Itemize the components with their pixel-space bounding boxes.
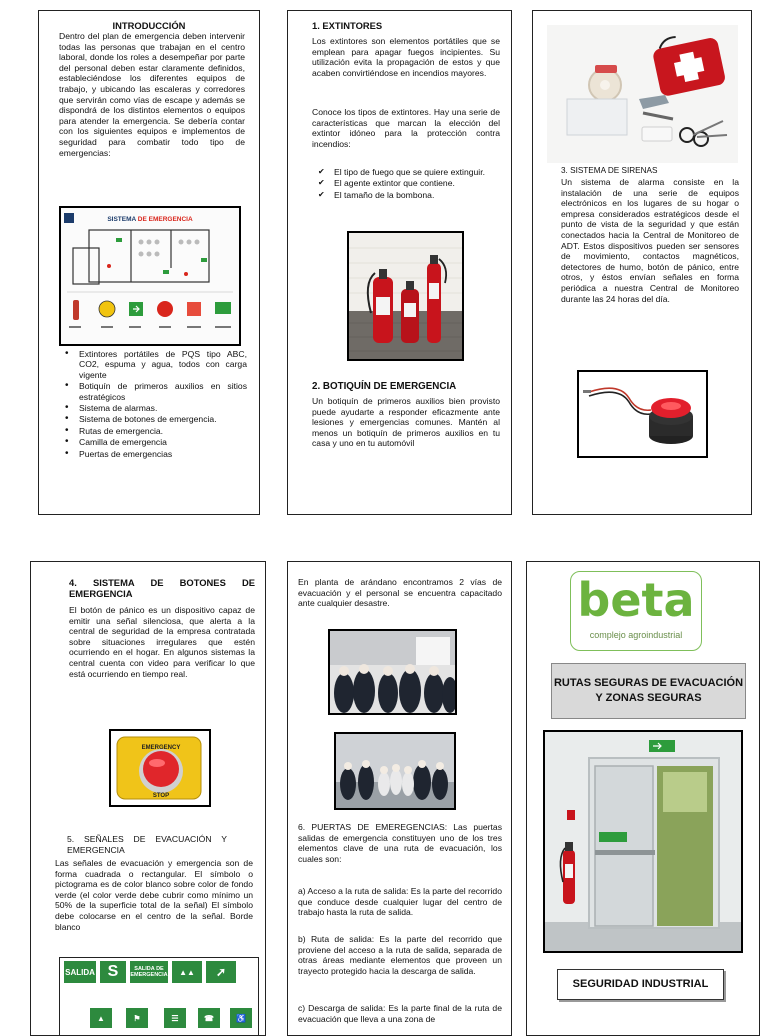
- botones-heading: 4. SISTEMA DE BOTONES DE EMERGENCIA: [69, 577, 255, 599]
- sign-row2-5: ♿: [230, 1008, 252, 1028]
- emergency-map-image: [59, 206, 241, 346]
- sign-people: ▲▲: [172, 961, 202, 983]
- panel-botones: [30, 561, 266, 1036]
- puertas-heading: 6. PUERTAS DE EMEREGENCIAS:: [298, 822, 448, 832]
- senales-heading: 5. SEÑALES DE EVACUACIÓN Y EMERGENCIA: [67, 834, 227, 855]
- senales-text: Las señales de evacuación y emergencia son de forma cuadrada o rectangular. El símbolo o pictograma es de color blanco sobre color de fondo verde (el color verde debe cubrir como mínimo un 50% de la superficie total de la señal) El símbolo debe colocarse en el centro de la señal. Borde blanco: [55, 858, 253, 932]
- list-item: • Rutas de emergencia.: [57, 426, 247, 436]
- panel-introduccion: [38, 10, 260, 515]
- list-item: • Sistema de alarmas.: [57, 403, 247, 413]
- siren-image: [577, 370, 708, 458]
- list-item: • Sistema de botones de emergencia.: [57, 414, 247, 424]
- sign-row2-3: ☰: [164, 1008, 186, 1028]
- equipment-list: [57, 349, 247, 460]
- extintores-heading: 1. EXTINTORES: [312, 20, 383, 31]
- sign-running-man: ➚: [206, 961, 236, 983]
- puertas-heading-text: [298, 822, 502, 864]
- panel-portada: [526, 561, 760, 1036]
- item-c: c) Descarga de salida: Es la parte final de la ruta de evacuación que lleva a una zona de: [298, 1003, 502, 1024]
- evacuation-signs-image: [59, 957, 259, 1036]
- map-title: SISTEMA DE EMERGENCIA: [107, 216, 193, 223]
- list-item: • Camilla de emergencia: [57, 437, 247, 447]
- extintores-checklist: [312, 167, 502, 201]
- sign-salida: SALIDA: [64, 961, 96, 983]
- brochure-title: RUTAS SEGURAS DE EVACUACIÓN Y ZONAS SEGURAS: [551, 663, 746, 719]
- extintores-text: Los extintores son elementos portátiles que se emplean para apagar fuegos incipientes. Su utilización evita la propagación de estos y que acaben convirtiéndose en incendios mayores.: [312, 36, 500, 78]
- botones-text: El botón de pánico es un dispositivo capaz de emitir una señal silenciosa, que alerta a la central de seguridad de la empresa contratada sobre situaciones irregulares que estén ocurriendo en el hogar. En algunos sistemas la central cuenta con video para verificar lo que está ocurriendo en tiempo real.: [69, 605, 255, 679]
- svg-text:STOP: STOP: [152, 793, 170, 799]
- svg-text:EMERGENCY: EMERGENCY: [141, 745, 181, 751]
- sign-row2-1: ▲: [90, 1008, 112, 1028]
- list-item: ✔ El tipo de fuego que se quiere extinguir.: [312, 167, 502, 177]
- list-item: • Botiquín de primeros auxilios en sitios estratégicos: [57, 381, 247, 402]
- logo-subtitle: complejo agroindustrial: [589, 630, 683, 640]
- panel-puertas: [287, 561, 512, 1036]
- botiquin-heading: 2. BOTIQUÍN DE EMERGENCIA: [312, 381, 457, 392]
- list-item: • Extintores portátiles de PQS tipo ABC, CO2, espuma y agua, todos con carga vigente: [57, 349, 247, 380]
- sign-s: S: [100, 961, 126, 983]
- training-photo-1: [328, 629, 457, 715]
- sign-salida-emergencia: SALIDA DE EMERGENCIA: [130, 961, 168, 983]
- emergency-button-image: [109, 729, 211, 807]
- logo-text: beta: [577, 573, 695, 627]
- sign-row2-4: ☎: [198, 1008, 220, 1028]
- arandano-text: En planta de arándano encontramos 2 vías de evacuación y el personal se encuentra capacitado ante cualquier desastre.: [298, 577, 502, 609]
- botiquin-text: Un botiquín de primeros auxilios bien provisto puede ayudarte a responder eficazmente ante lesiones y emergencias comunes. Mantén al menos un botiquín de primeros auxilios en tu casa y uno en tu automóvil: [312, 396, 500, 449]
- brochure-footer: SEGURIDAD INDUSTRIAL: [557, 969, 724, 1000]
- sign-row2-2: ⚑: [126, 1008, 148, 1028]
- extinguishers-image: [347, 231, 464, 361]
- first-aid-kit-image: [547, 25, 738, 163]
- puertas-text: Las puertas salidas de emergencia constituyen uno de los tres elementos clave de una ruta de evacuación, los cuales son:: [298, 822, 502, 864]
- intro-title: INTRODUCCIÓN: [112, 20, 186, 31]
- list-item: ✔ El agente extintor que contiene.: [312, 178, 502, 188]
- emergency-door-image: [543, 730, 743, 953]
- training-photo-2: [334, 732, 456, 810]
- list-item: ✔ El tamaño de la bombona.: [312, 190, 502, 200]
- panel-extintores: [287, 10, 512, 515]
- item-a: a) Acceso a la ruta de salida: Es la parte del recorrido que conduce desde cualquier lugar del centro de trabajo hasta la ruta de salida.: [298, 886, 502, 918]
- panel-sirenas: [532, 10, 752, 515]
- sirenas-text: Un sistema de alarma consiste en la instalación de una serie de equipos electrónicos en los lugares de su hogar o empresa considerados estratégicos desde el punto de vista de la seguridad y que están conectados hacia la Central de Monitoreo de ADT. Estos dispositivos pueden ser sensores de movimiento, contactos magnéticos, detectores de humo, botón de pánico, entre otros, y éstos envían señales en forma periódica a nuestra Central de Monitoreo durante las 24 horas del día.: [561, 177, 739, 304]
- intro-text: Dentro del plan de emergencia deben intervenir todas las personas que trabajan en el centro laboral, donde los roles a desempeñar por parte del personal deben estar claramente definidos, estableciéndose los diferentes equipos de trabajo, y ubicando las escaleras y corredores que servirán como vías de escape y además se dispondrá de los distintos elementos o equipos para atender la emergencia. Se debería contar con los siguientes equipos e implementos de seguridad para combatir todo tipo de emergencias:: [59, 31, 245, 158]
- extintores-types-text: Conoce los tipos de extintores. Hay una serie de características que marcan la elección del extintor idóneo para la protección contra incendios:: [312, 107, 500, 149]
- beta-logo: [570, 571, 702, 651]
- sirenas-heading: 3. SISTEMA DE SIRENAS: [561, 166, 658, 175]
- item-b: b) Ruta de salida: Es la parte del recorrido que proviene del acceso a la ruta de salida, separada de otras áreas mediante elementos que proveen un trayecto protegido hacia la descarga de salida.: [298, 934, 502, 976]
- list-item: • Puertas de emergencias: [57, 449, 247, 459]
